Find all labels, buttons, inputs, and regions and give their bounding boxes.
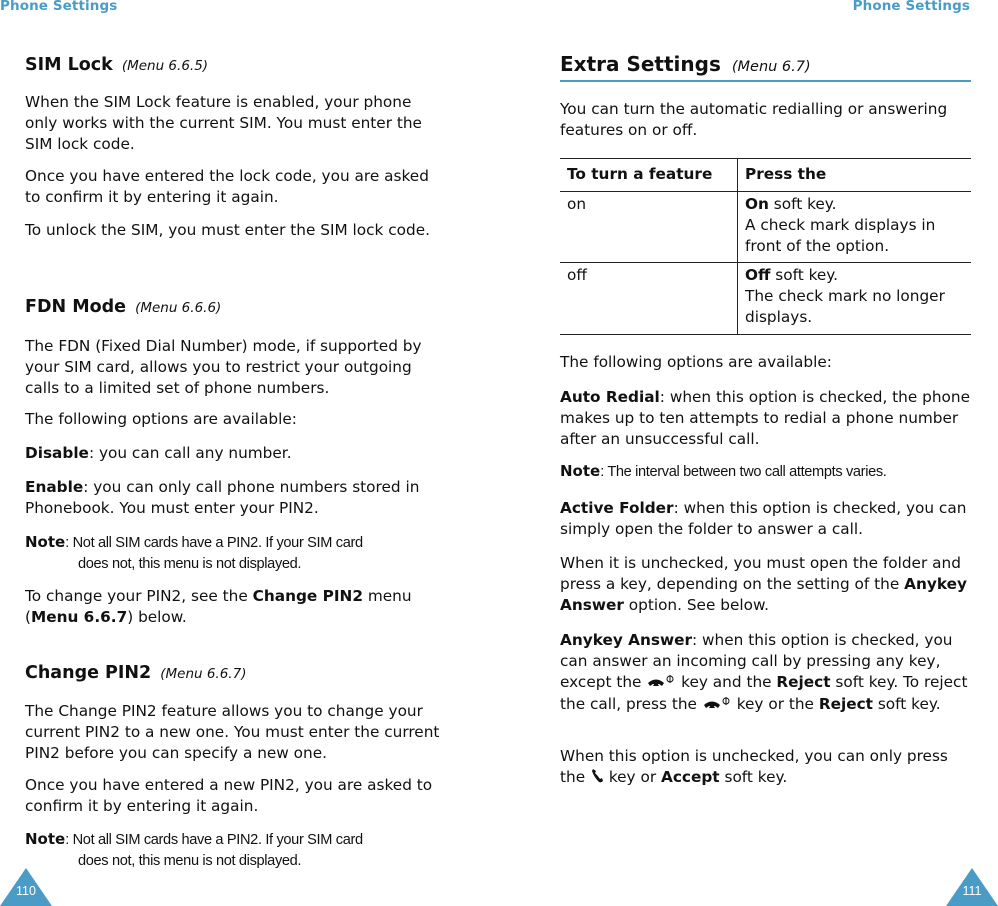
key-text: soft key. — [768, 195, 837, 213]
change-pin2-p2: Once you have entered a new PIN2, you are asked to confirm it by entering it again. — [25, 776, 433, 815]
change-pin2-p1: The Change PIN2 feature allows you to change your current PIN2 to a new one. You must enter the current PIN2 before you can specify a new one. — [25, 702, 440, 762]
change-menu-bold: Menu 6.6.7 — [30, 607, 128, 626]
key-label: On — [745, 195, 769, 213]
change-pin2-bold: Change PIN2 — [252, 587, 363, 605]
table-row — [560, 192, 971, 263]
enable-text: : you can only call phone numbers stored in Phonebook. You must enter your PIN2. — [25, 478, 420, 517]
fdn-mode-p1: The FDN (Fixed Dial Number) mode, if supported by your SIM card, allows you to restrict your outgoing calls to a limited set of phone numbers. — [25, 337, 422, 397]
sim-lock-menu-ref: (Menu 6.6.5) — [121, 58, 209, 74]
key-desc: A check mark displays in front of the option. — [745, 215, 936, 255]
note-text: : The interval between two call attempts varies. — [600, 464, 887, 480]
key-text: soft key. — [770, 266, 839, 285]
reject-bold: Reject — [776, 672, 831, 691]
anykey-text-1: : when this option is checked, you can answer an incoming call by pressing any key, except the — [560, 631, 953, 691]
fdn-mode-p2: The following options are available: — [25, 410, 297, 428]
auto-redial-option — [560, 387, 971, 449]
table-header-row — [560, 159, 971, 192]
anykey-answer-bold: Anykey Answer — [560, 574, 967, 614]
send-key-icon — [590, 768, 604, 790]
note-label: Note — [25, 533, 66, 551]
disable-label: Disable — [25, 444, 89, 462]
unchecked-post: option. See below. — [623, 595, 769, 614]
heading-rule — [560, 80, 971, 82]
note-label: Note — [25, 830, 66, 848]
left-running-header: Phone Settings — [0, 0, 118, 14]
active-folder-unchecked — [560, 553, 975, 615]
auto-redial-label: Auto Redial — [560, 388, 660, 406]
accept-bold: Accept — [660, 767, 720, 786]
fdn-mode-menu-ref: (Menu 6.6.6) — [135, 300, 222, 316]
active-folder-label: Active Folder — [560, 499, 674, 517]
table-header-feature: To turn a feature — [567, 165, 713, 183]
options-intro: The following options are available: — [560, 353, 832, 371]
sim-lock-p1: When the SIM Lock feature is enabled, your phone only works with the current SIM. You must enter the SIM lock code. — [25, 93, 422, 153]
last-post: soft key. — [719, 767, 788, 786]
anykey-answer-option — [560, 630, 975, 717]
fdn-mode-title: FDN Mode — [25, 297, 127, 317]
enable-label: Enable — [25, 478, 84, 496]
anykey-label: Anykey Answer — [560, 631, 693, 649]
sim-lock-p2: Once you have entered the lock code, you are asked to confirm it by entering it again. — [25, 167, 429, 206]
sim-lock-heading — [25, 55, 208, 75]
active-folder-option — [560, 498, 971, 540]
end-power-key-icon — [646, 674, 676, 695]
anykey-unchecked — [560, 746, 975, 790]
table-cell-feature: on — [567, 195, 587, 213]
page-number: 111 — [962, 884, 982, 898]
change-post: ) below. — [127, 607, 187, 626]
sim-lock-title: SIM Lock — [25, 55, 113, 75]
table-header-press: Press the — [738, 159, 972, 192]
table-row — [560, 263, 971, 334]
table-cell-press — [738, 263, 972, 334]
anykey-text-3: soft key. To reject the call, press the — [560, 672, 968, 714]
auto-redial-text: : when this option is checked, the phone makes up to ten attempts to redial a phone number after an unsuccessful call. — [560, 388, 970, 448]
anykey-text-2: key and the — [676, 672, 777, 691]
change-mid: menu ( — [25, 587, 412, 626]
extra-settings-heading — [560, 52, 811, 76]
right-running-header: Phone Settings — [852, 0, 970, 14]
reject-bold: Reject — [818, 695, 873, 714]
note-line-1: : Not all SIM cards have a PIN2. If your SIM card — [65, 535, 363, 551]
change-pin2-heading — [25, 663, 246, 683]
table-cell-feature: off — [567, 266, 587, 285]
change-pin2-note — [25, 829, 445, 872]
note-line-2: does not, this menu is not displayed. — [78, 555, 302, 572]
change-pin2-menu-ref: (Menu 6.6.7) — [160, 666, 247, 682]
last-mid: key or — [603, 767, 661, 786]
fdn-mode-heading — [25, 297, 221, 317]
last-pre: When this option is unchecked, you can only press the — [560, 747, 948, 786]
note-label: Note — [560, 462, 601, 480]
feature-table — [560, 158, 971, 335]
key-label: Off — [745, 266, 771, 285]
page-number-badge-left — [0, 868, 52, 906]
extra-settings-intro: You can turn the automatic redialling or answering features on or off. — [560, 100, 948, 139]
disable-text: : you can call any number. — [88, 444, 292, 462]
extra-settings-title: Extra Settings — [560, 52, 721, 76]
table-cell-press — [738, 192, 972, 263]
fdn-enable-option — [25, 477, 440, 519]
fdn-change-pin2-ref — [25, 586, 440, 628]
change-pin2-title: Change PIN2 — [25, 663, 152, 683]
unchecked-pre: When it is unchecked, you must open the folder and press a key, depending on the setting of the — [560, 554, 961, 593]
page-number-badge-right — [946, 868, 998, 906]
end-power-key-icon — [702, 696, 732, 717]
anykey-text-4: key or the — [731, 695, 819, 714]
anykey-text-5: soft key. — [872, 695, 941, 714]
page-number: 110 — [16, 884, 36, 898]
auto-redial-note — [560, 461, 980, 483]
change-pre: To change your PIN2, see the — [25, 587, 253, 605]
fdn-disable-option — [25, 443, 437, 464]
sim-lock-p3: To unlock the SIM, you must enter the SIM lock code. — [25, 221, 431, 239]
note-line-2: does not, this menu is not displayed. — [78, 852, 302, 869]
active-folder-text: : when this option is checked, you can simply open the folder to answer a call. — [560, 499, 967, 538]
fdn-note — [25, 532, 445, 575]
note-line-1: : Not all SIM cards have a PIN2. If your SIM card — [65, 832, 363, 848]
key-desc: The check mark no longer displays. — [745, 287, 945, 326]
extra-settings-menu-ref: (Menu 6.7) — [731, 59, 811, 75]
